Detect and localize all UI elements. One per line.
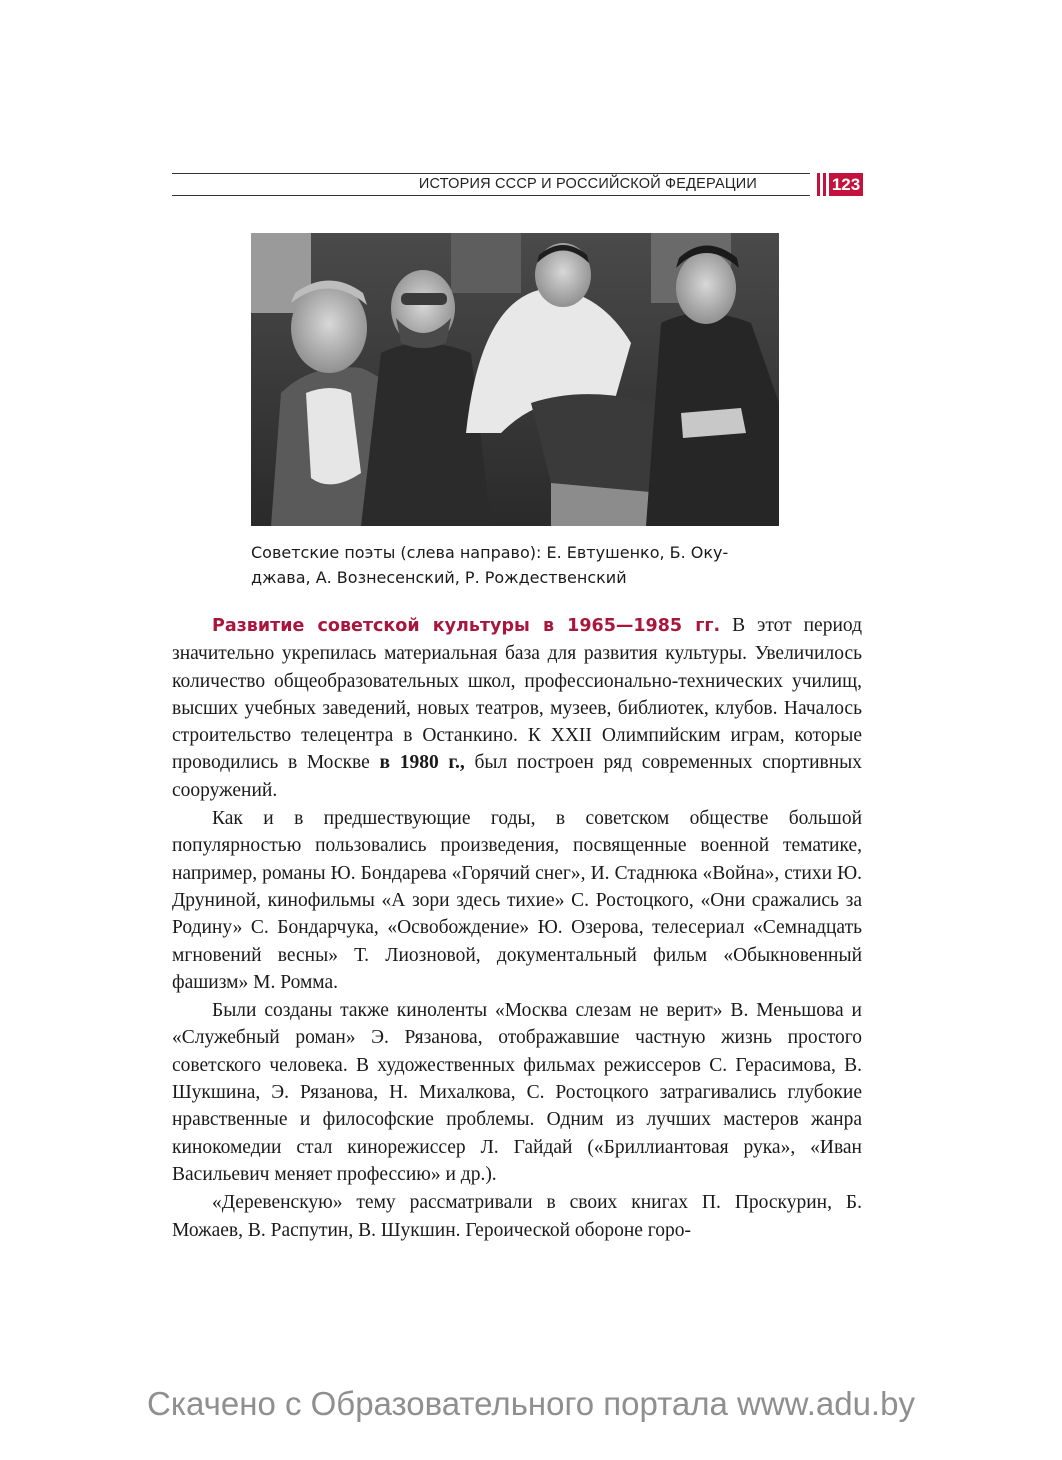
page-number: 123	[829, 173, 863, 196]
running-header	[172, 170, 862, 198]
caption-line: джава, А. Вознесенский, Р. Рождественский	[251, 568, 627, 587]
paragraph	[172, 612, 862, 804]
header-rule-bottom	[172, 195, 810, 196]
header-rule-top	[172, 173, 810, 174]
caption-line: Советские поэты (слева направо): Е. Евтушенко, Б. Оку-	[251, 543, 729, 562]
photo-caption	[251, 540, 791, 590]
watermark: Скачено с Образовательного портала www.adu.by	[147, 1385, 915, 1422]
bold-date: в 1980 г.,	[379, 752, 465, 774]
header-accent-bar	[817, 173, 820, 196]
section-heading: Развитие советской культуры в 1965—1985 гг.	[212, 616, 721, 636]
header-title: ИСТОРИЯ СССР И РОССИЙСКОЙ ФЕДЕРАЦИИ	[418, 176, 757, 192]
poets-photo	[251, 233, 779, 526]
paragraph: Как и в предшествующие годы, в советском обществе большой популярностью пользовались произведения, посвященные военной тематике, например, романы Ю. Бондарева «Горячий снег», И. Стаднюка «Война», стихи Ю. Друниной, кинофильмы «А зори здесь тихие» С. Ростоцкого, «Они сражались за Родину» С. Бондарчука, «Освобождение» Ю. Озерова, телесериал «Семнадцать мгновений весны» Т. Лиозновой, документальный фильм «Обыкновенный фашизм» М. Ромма.	[172, 808, 862, 993]
paragraph-text: В этот период значительно укрепилась материальная база для развития культуры. Увеличилось количество общеобразовательных школ, профессионально-технических училищ, высших учебных заведений, новых театров, музеев, библиотек, клубов. Началось строительство телецентра в Останкино. К XXII Олимпийским играм, которые проводились в Москве	[172, 615, 863, 774]
header-accent-bar	[823, 173, 826, 196]
photo-of-four-poets-icon	[251, 233, 779, 526]
body-text	[172, 612, 862, 1244]
paragraph: Были созданы также киноленты «Москва слезам не верит» В. Меньшова и «Служебный роман» Э. Рязанова, отображавшие частную жизнь простого советского человека. В художественных фильмах режиссеров С. Герасимова, В. Шукшина, Э. Рязанова, Н. Михалкова, С. Ростоцкого затрагивались глубокие нравственные и философские проблемы. Одним из лучших мастеров жанра кинокомедии стал кинорежиссер Л. Гайдай («Бриллиантовая рука», «Иван Васильевич меняет профессию» и др.).	[172, 1000, 862, 1185]
paragraph: «Деревенскую» тему рассматривали в своих книгах П. Проскурин, Б. Можаев, В. Распутин, В. Шукшин. Героической обороне горо-	[172, 1192, 862, 1241]
paragraph-text: был построен ряд современных спортивных сооружений.	[172, 752, 862, 801]
